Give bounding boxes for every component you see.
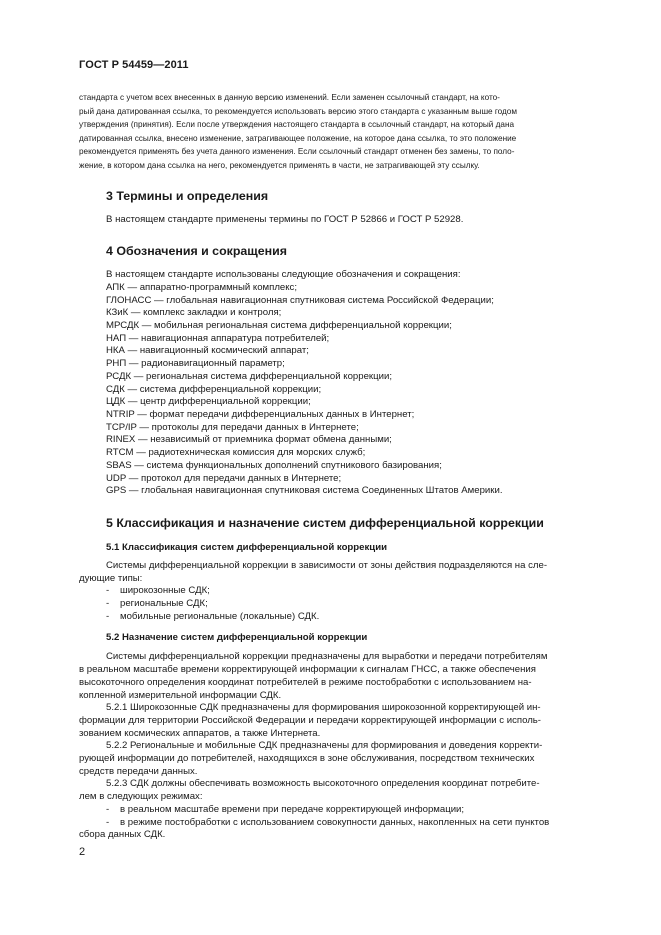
- text-line: датированная ссылка, внесено изменение, затрагивающее положение, на которое дана ссылка, то это положение: [79, 133, 517, 143]
- list-item: - в реальном масштабе времени при передаче корректирующей информации;: [106, 803, 465, 815]
- list-item: КЗиК — комплекс закладки и контроля;: [106, 307, 282, 319]
- section-4-title: 4 Обозначения и сокращения: [106, 244, 287, 259]
- abbreviation-list: [79, 269, 629, 498]
- document-header: ГОСТ Р 54459—2011: [79, 59, 189, 71]
- list-item: UDP — протокол для передачи данных в Интернете;: [106, 472, 342, 484]
- list-item: NTRIP — формат передачи дифференциальных данных в Интернет;: [106, 409, 415, 420]
- text-line: сбора данных СДК.: [79, 829, 166, 841]
- text-line: в реальном масштабе времени корректирующей информации к сигналам ГНСС, а также обеспечения: [79, 664, 536, 676]
- list-item: RINEX — независимый от приемника формат обмена данными;: [106, 434, 392, 446]
- list-item: НАП — навигационная аппаратура потребителей;: [106, 332, 330, 344]
- list-item: АПК — аппаратно-программный комплекс;: [106, 281, 298, 293]
- text-line: формации для территории Российской Федерации и передачи корректирующей информации с исполь-: [79, 714, 542, 726]
- list-item: НКА — навигационный космический аппарат;: [106, 345, 309, 357]
- list-item: TCP/IP — протоколы для передачи данных в Интернете;: [106, 421, 359, 433]
- page-number: 2: [79, 846, 86, 858]
- list-item: GPS — глобальная навигационная спутниковая система Соединенных Штатов Америки.: [106, 485, 503, 497]
- list-item: МРСДК — мобильная региональная система дифференциальной коррекции;: [106, 320, 452, 332]
- list-item: RTCM — радиотехническая комиссия для морских служб;: [106, 447, 366, 459]
- text-line: жение, в котором дана ссылка на него, рекомендуется применять в части, не затрагивающей эту ссылку.: [79, 160, 480, 170]
- subsection-5-1-title: 5.1 Классификация систем дифференциальной коррекции: [106, 541, 387, 553]
- text-line: рующей информации до потребителей, находящихся в зоне обслуживания, посредством технических: [79, 753, 535, 765]
- section-3-title: 3 Термины и определения: [106, 188, 269, 203]
- section-5-title: 5 Классификация и назначение систем дифференциальной коррекции: [106, 515, 544, 530]
- text-line: стандарта с учетом всех внесенных в данную версию изменений. Если заменен ссылочный стандарт, на кото-: [79, 93, 500, 102]
- subsection-5-2-title: 5.2 Назначение систем дифференциальной коррекции: [106, 632, 368, 644]
- list-item: ЦДК — центр дифференциальной коррекции;: [106, 396, 311, 408]
- text-line: Системы дифференциальной коррекции в зависимости от зоны действия подразделяются на сле-: [106, 559, 548, 571]
- list-item: - мобильные региональные (локальные) СДК.: [106, 610, 320, 622]
- text-line: 5.2.1 Широкозонные СДК предназначены для формирования широкозонной корректирующей ин-: [106, 702, 541, 714]
- list-item: РНП — радионавигационный параметр;: [106, 358, 285, 370]
- list-item: РСДК — региональная система дифференциальной коррекции;: [106, 370, 392, 382]
- text-line: утверждения (принятия). Если после утверждения настоящего стандарта в ссылочный стандарт, на который дана: [79, 120, 515, 130]
- list-item: - региональные СДК;: [106, 598, 208, 610]
- page-content: [79, 91, 629, 842]
- list-item: - в режиме постобработки с использованием совокупности данных, накопленных на сети пунктов: [106, 816, 550, 828]
- text-line: средств передачи данных.: [79, 765, 198, 777]
- text-line: 5.2.3 СДК должны обеспечивать возможность высокоточного определения координат потребите-: [106, 778, 540, 790]
- section-3-text: В настоящем стандарте применены термины по ГОСТ Р 52866 и ГОСТ Р 52928.: [106, 213, 464, 225]
- intro-paragraph: [79, 91, 629, 173]
- list-item: ГЛОНАСС — глобальная навигационная спутниковая система Российской Федерации;: [106, 294, 494, 306]
- text-line: зованием космических аппаратов, а также Интернета.: [79, 727, 321, 739]
- text-line: Системы дифференциальной коррекции предназначены для выработки и передачи потребителям: [106, 651, 548, 663]
- text-line: 5.2.2 Региональные и мобильные СДК предназначены для формирования и доведения корректи-: [106, 740, 543, 752]
- list-intro: В настоящем стандарте использованы следующие обозначения и сокращения:: [106, 269, 461, 281]
- list-item: SBAS — система функциональных дополнений спутникового базирования;: [106, 459, 442, 471]
- text-line: дующие типы:: [79, 572, 143, 584]
- list-item: СДК — система дифференциальной коррекции;: [106, 383, 322, 395]
- text-line: рый дана датированная ссылка, то рекомендуется использовать версию этого стандарта с указанным выше годом: [79, 106, 517, 116]
- text-line: высокоточного определения координат потребителей в режиме постобработки с использованием на-: [79, 676, 532, 688]
- text-line: рекомендуется применять без учета данного изменения. Если ссылочный стандарт отменен без замены, то поло-: [79, 147, 515, 157]
- list-item: - широкозонные СДК;: [106, 585, 210, 597]
- text-line: копленной измерительной информации СДК.: [79, 689, 282, 701]
- text-line: лем в следующих режимах:: [79, 791, 203, 803]
